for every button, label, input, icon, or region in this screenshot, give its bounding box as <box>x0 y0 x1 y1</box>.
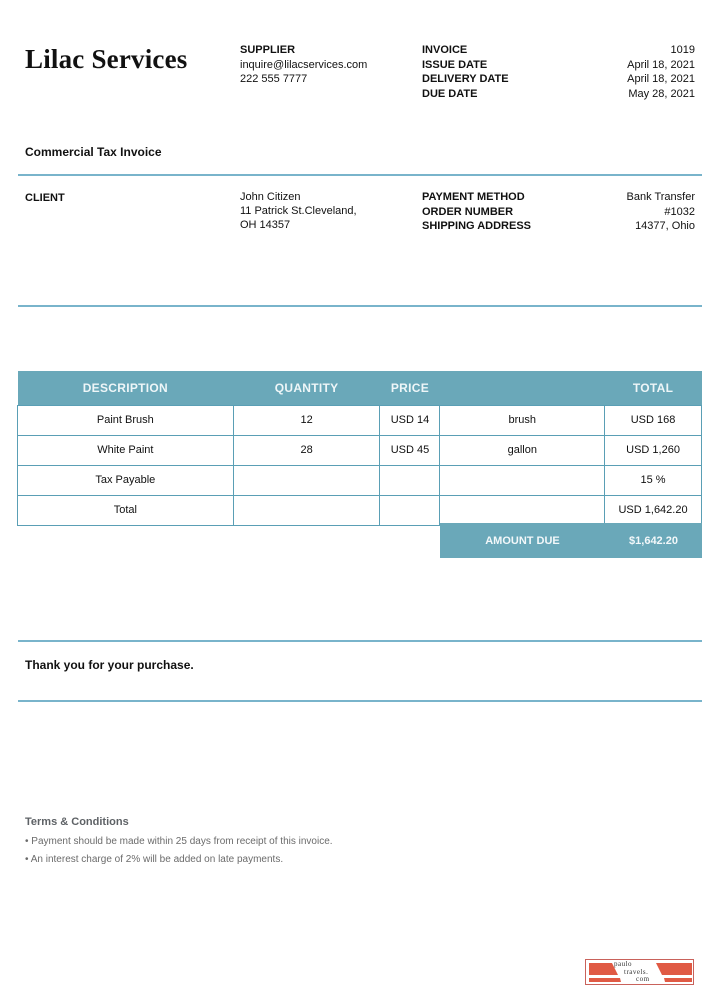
terms-item: • An interest charge of 2% will be added on late payments. <box>25 854 284 865</box>
cell-total: 15 % <box>605 465 702 495</box>
cell-description: Paint Brush <box>18 405 234 435</box>
meta-label: DUE DATE <box>422 87 478 100</box>
supplier-block <box>240 43 367 87</box>
meta-value: May 28, 2021 <box>628 87 695 100</box>
cell-quantity <box>233 465 380 495</box>
column-header-description: DESCRIPTION <box>18 371 234 405</box>
divider <box>18 305 702 307</box>
cell-unit: gallon <box>440 435 605 465</box>
meta-label: ISSUE DATE <box>422 58 488 71</box>
cell-price: USD 45 <box>380 435 440 465</box>
payment-label: ORDER NUMBER <box>422 205 514 218</box>
cell-price: USD 14 <box>380 405 440 435</box>
terms-title: Terms & Conditions <box>25 816 129 828</box>
column-header-total: TOTAL <box>605 371 702 405</box>
amount-due-box <box>440 523 702 558</box>
cell-description: White Paint <box>18 435 234 465</box>
cell-total: USD 168 <box>605 405 702 435</box>
table-row <box>18 495 702 525</box>
table-header-row <box>18 371 702 405</box>
cell-unit <box>440 495 605 525</box>
amount-due-label: AMOUNT DUE <box>485 534 560 547</box>
column-header-quantity: QUANTITY <box>233 371 380 405</box>
line-items-table <box>17 371 702 526</box>
logo-text: paulo travels. com <box>614 960 650 983</box>
cell-quantity <box>233 495 380 525</box>
issue-date-row <box>422 58 695 73</box>
payment-label: SHIPPING ADDRESS <box>422 220 532 232</box>
payment-value: 14377, Ohio <box>635 220 695 232</box>
due-date-row <box>422 87 695 102</box>
invoice-meta <box>422 43 695 101</box>
thank-you-note: Thank you for your purchase. <box>25 658 194 672</box>
payment-info <box>422 190 695 234</box>
shipping-address-row <box>422 219 695 234</box>
table-row <box>18 465 702 495</box>
meta-value: April 18, 2021 <box>627 58 695 71</box>
client-name: John Citizen <box>240 191 301 203</box>
meta-value: 1019 <box>670 44 695 56</box>
cell-total: USD 1,642.20 <box>605 495 702 525</box>
cell-unit: brush <box>440 405 605 435</box>
divider <box>18 700 702 702</box>
cell-quantity: 28 <box>233 435 380 465</box>
payment-value: #1032 <box>664 205 695 218</box>
cell-quantity: 12 <box>233 405 380 435</box>
meta-label: DELIVERY DATE <box>422 73 509 85</box>
payment-value: Bank Transfer <box>626 191 695 203</box>
cell-description: Tax Payable <box>18 465 234 495</box>
cell-unit <box>440 465 605 495</box>
divider <box>18 174 702 176</box>
terms-section <box>25 816 333 869</box>
cell-price <box>380 495 440 525</box>
column-header-unit <box>440 371 605 405</box>
delivery-date-row <box>422 72 695 87</box>
table-row <box>18 435 702 465</box>
document-type: Commercial Tax Invoice <box>25 145 162 159</box>
client-label: CLIENT <box>25 192 65 204</box>
client-address-line1: 11 Patrick St.Cleveland, <box>240 205 357 217</box>
table-row <box>18 405 702 435</box>
supplier-email: inquire@lilacservices.com <box>240 58 368 71</box>
payment-label: PAYMENT METHOD <box>422 191 525 203</box>
client-details <box>240 190 357 232</box>
column-header-price: PRICE <box>380 371 440 405</box>
client-address-line2: OH 14357 <box>240 219 291 231</box>
order-number-row <box>422 205 695 220</box>
cell-total: USD 1,260 <box>605 435 702 465</box>
divider <box>18 640 702 642</box>
meta-value: April 18, 2021 <box>627 73 695 85</box>
amount-due-value: $1,642.20 <box>629 534 678 547</box>
supplier-label: SUPPLIER <box>240 44 296 56</box>
watermark-logo <box>585 959 694 985</box>
cell-description: Total <box>18 495 234 525</box>
meta-label: INVOICE <box>422 44 468 56</box>
supplier-phone: 222 555 7777 <box>240 73 308 85</box>
company-name: Lilac Services <box>25 44 188 74</box>
terms-item: • Payment should be made within 25 days from receipt of this invoice. <box>25 836 333 847</box>
cell-price <box>380 465 440 495</box>
invoice-number-row <box>422 43 695 58</box>
payment-method-row <box>422 190 695 205</box>
